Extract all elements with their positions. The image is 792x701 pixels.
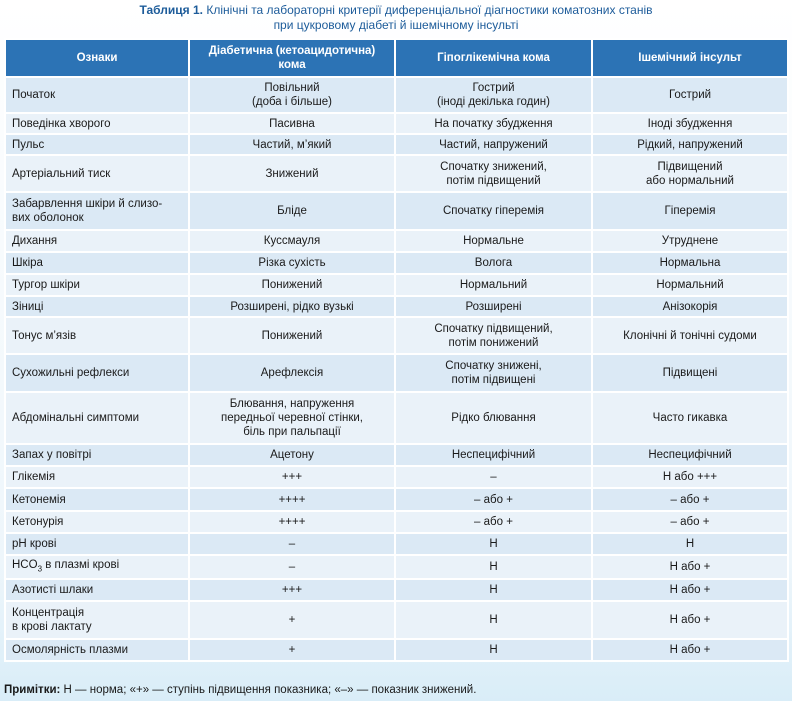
table-row xyxy=(5,296,788,317)
diabetic-coma-cell: Розширені, рідко вузькі xyxy=(189,296,395,317)
hypoglycemic-coma-cell: Розширені xyxy=(395,296,592,317)
sign-name-text: Забарвлення шкіри й слизо- вих оболонок xyxy=(12,198,163,224)
header-signs: Ознаки xyxy=(5,39,189,77)
table-row xyxy=(5,252,788,274)
table-row xyxy=(5,488,788,511)
table-row xyxy=(5,317,788,354)
hypoglycemic-coma-cell: Спочатку знижений, потім підвищений xyxy=(395,155,592,192)
row-sign-name xyxy=(5,601,189,639)
hypoglycemic-coma-cell: – або + xyxy=(395,488,592,511)
row-sign-name xyxy=(5,466,189,488)
hypoglycemic-coma-cell: Н xyxy=(395,601,592,639)
table-row xyxy=(5,77,788,113)
diabetic-coma-cell: Знижений xyxy=(189,155,395,192)
sign-name-subscript: 3 xyxy=(37,564,43,574)
hypoglycemic-coma-cell: Н xyxy=(395,579,592,601)
header-ischemic-stroke: Ішемічний інсульт xyxy=(592,39,788,77)
ischemic-stroke-cell: Підвищені xyxy=(592,354,788,392)
sign-name-text: Запах у повітрі xyxy=(12,449,92,461)
table-row xyxy=(5,444,788,466)
table-row xyxy=(5,192,788,230)
hypoglycemic-coma-cell: Н xyxy=(395,533,592,555)
hypoglycemic-coma-cell: Гострий (іноді декілька годин) xyxy=(395,77,592,113)
ischemic-stroke-cell: Н або + xyxy=(592,601,788,639)
row-sign-name xyxy=(5,555,189,579)
row-sign-name xyxy=(5,252,189,274)
row-sign-name xyxy=(5,444,189,466)
diabetic-coma-cell: Бліде xyxy=(189,192,395,230)
header-hypoglycemic-coma: Гіпоглікемічна кома xyxy=(395,39,592,77)
hypoglycemic-coma-cell: Нормальний xyxy=(395,274,592,296)
table-row xyxy=(5,134,788,155)
criteria-table xyxy=(4,38,789,662)
sign-name-text: Тургор шкіри xyxy=(12,279,80,291)
diabetic-coma-cell: – xyxy=(189,533,395,555)
diabetic-coma-cell: Пасивна xyxy=(189,113,395,134)
table-row xyxy=(5,639,788,661)
table-row xyxy=(5,113,788,134)
table-row xyxy=(5,601,788,639)
row-sign-name xyxy=(5,192,189,230)
ischemic-stroke-cell: Нормальний xyxy=(592,274,788,296)
ischemic-stroke-cell: Клонічні й тонічні судоми xyxy=(592,317,788,354)
hypoglycemic-coma-cell: Спочатку знижені, потім підвищені xyxy=(395,354,592,392)
hypoglycemic-coma-cell: Н xyxy=(395,639,592,661)
caption-line-2: при цукровому діабеті й ішемічному інсульті xyxy=(273,18,519,32)
sign-name-text: Шкіра xyxy=(12,257,43,269)
ischemic-stroke-cell: Н або + xyxy=(592,639,788,661)
diabetic-coma-cell: Частий, м’який xyxy=(189,134,395,155)
table-row xyxy=(5,354,788,392)
ischemic-stroke-cell: Н xyxy=(592,533,788,555)
table-row xyxy=(5,230,788,252)
hypoglycemic-coma-cell: Спочатку гіперемія xyxy=(395,192,592,230)
table-body xyxy=(5,77,788,661)
row-sign-name xyxy=(5,134,189,155)
sign-name-text: Пульс xyxy=(12,138,45,151)
row-sign-name xyxy=(5,511,189,533)
ischemic-stroke-cell: Гіперемія xyxy=(592,192,788,230)
row-sign-name xyxy=(5,274,189,296)
row-sign-name xyxy=(5,354,189,392)
diabetic-coma-cell: Понижений xyxy=(189,317,395,354)
ischemic-stroke-cell: Іноді збудження xyxy=(592,113,788,134)
caption-label: Таблиця 1. xyxy=(139,3,204,17)
table-row xyxy=(5,555,788,579)
diabetic-coma-cell: Повільний (доба і більше) xyxy=(189,77,395,113)
table-header xyxy=(5,39,788,77)
sign-name-text: Абдомінальні симптоми xyxy=(12,412,140,424)
diabetic-coma-cell: Понижений xyxy=(189,274,395,296)
criteria-table-wrapper xyxy=(4,38,787,662)
hypoglycemic-coma-cell: Спочатку підвищений, потім понижений xyxy=(395,317,592,354)
row-sign-name xyxy=(5,77,189,113)
header-row xyxy=(5,39,788,77)
row-sign-name xyxy=(5,488,189,511)
diabetic-coma-cell: Арефлексія xyxy=(189,354,395,392)
sign-name-text: Сухожильні рефлекси xyxy=(12,367,130,379)
sign-name-text: Кетонемія xyxy=(12,493,66,506)
diabetic-coma-cell: ++++ xyxy=(189,511,395,533)
ischemic-stroke-cell: Часто гикавка xyxy=(592,392,788,444)
ischemic-stroke-cell: Гострий xyxy=(592,77,788,113)
diabetic-coma-cell: +++ xyxy=(189,579,395,601)
table-row xyxy=(5,392,788,444)
table-row xyxy=(5,579,788,601)
hypoglycemic-coma-cell: На початку збудження xyxy=(395,113,592,134)
diabetic-coma-cell: ++++ xyxy=(189,488,395,511)
sign-name-text: Початок xyxy=(12,89,56,101)
diabetic-coma-cell: Різка сухість xyxy=(189,252,395,274)
sign-name-text: Кетонурія xyxy=(12,516,64,528)
notes-text: Н — норма; «+» — ступінь підвищення показника; «–» — показник знижений. xyxy=(60,684,477,696)
diabetic-coma-cell: + xyxy=(189,601,395,639)
hypoglycemic-coma-cell: Неспецифічний xyxy=(395,444,592,466)
row-sign-name xyxy=(5,155,189,192)
row-sign-name xyxy=(5,317,189,354)
sign-name-text: Артеріальний тиск xyxy=(12,167,111,180)
header-diabetic-coma: Діабетична (кетоацидотична) кома xyxy=(189,39,395,77)
caption-line-1 xyxy=(0,3,792,18)
hypoglycemic-coma-cell: Частий, напружений xyxy=(395,134,592,155)
ischemic-stroke-cell: – або + xyxy=(592,488,788,511)
row-sign-name xyxy=(5,113,189,134)
ischemic-stroke-cell: Неспецифічний xyxy=(592,444,788,466)
caption-title: Клінічні та лабораторні критерії диференціальної діагностики коматозних станів xyxy=(206,3,653,17)
sign-name-text: Осмолярність плазми xyxy=(12,644,128,657)
hypoglycemic-coma-cell: Н xyxy=(395,555,592,579)
ischemic-stroke-cell: Анізокорія xyxy=(592,296,788,317)
hypoglycemic-coma-cell: Рідко блювання xyxy=(395,392,592,444)
row-sign-name xyxy=(5,639,189,661)
table-row xyxy=(5,155,788,192)
sign-name-text: Глікемія xyxy=(12,471,56,483)
sign-name-text: Поведінка хворого xyxy=(12,117,111,130)
sign-name-text: Тонус м’язів xyxy=(12,329,77,342)
sign-name-text: Дихання xyxy=(12,235,58,247)
table-notes xyxy=(4,683,476,697)
ischemic-stroke-cell: Рідкий, напружений xyxy=(592,134,788,155)
sign-name-text: Концентрація в крові лактату xyxy=(12,607,92,634)
sign-name-part: HCO xyxy=(12,559,38,571)
ischemic-stroke-cell: Н або + xyxy=(592,555,788,579)
row-sign-name xyxy=(5,230,189,252)
sign-name-text: pH крові xyxy=(12,538,57,550)
diabetic-coma-cell: +++ xyxy=(189,466,395,488)
sign-name-tail: в плазмі крові xyxy=(42,559,120,571)
ischemic-stroke-cell: Н або + xyxy=(592,579,788,601)
diabetic-coma-cell: – xyxy=(189,555,395,579)
ischemic-stroke-cell: Нормальна xyxy=(592,252,788,274)
table-caption xyxy=(0,0,792,38)
sign-name-text: Зіниці xyxy=(12,300,44,313)
notes-label: Примітки: xyxy=(4,684,61,696)
ischemic-stroke-cell: Утруднене xyxy=(592,230,788,252)
sign-name-text: Азотисті шлаки xyxy=(12,584,94,597)
table-row xyxy=(5,466,788,488)
hypoglycemic-coma-cell: – або + xyxy=(395,511,592,533)
row-sign-name xyxy=(5,533,189,555)
table-row xyxy=(5,511,788,533)
diabetic-coma-cell: + xyxy=(189,639,395,661)
ischemic-stroke-cell: – або + xyxy=(592,511,788,533)
row-sign-name xyxy=(5,296,189,317)
diabetic-coma-cell: Куссмауля xyxy=(189,230,395,252)
hypoglycemic-coma-cell: – xyxy=(395,466,592,488)
diabetic-coma-cell: Блювання, напруження передньої черевної стінки, біль при пальпації xyxy=(189,392,395,444)
table-row xyxy=(5,533,788,555)
row-sign-name xyxy=(5,392,189,444)
table-row xyxy=(5,274,788,296)
hypoglycemic-coma-cell: Нормальне xyxy=(395,230,592,252)
ischemic-stroke-cell: Н або +++ xyxy=(592,466,788,488)
row-sign-name xyxy=(5,579,189,601)
diabetic-coma-cell: Ацетону xyxy=(189,444,395,466)
hypoglycemic-coma-cell: Волога xyxy=(395,252,592,274)
ischemic-stroke-cell: Підвищений або нормальний xyxy=(592,155,788,192)
